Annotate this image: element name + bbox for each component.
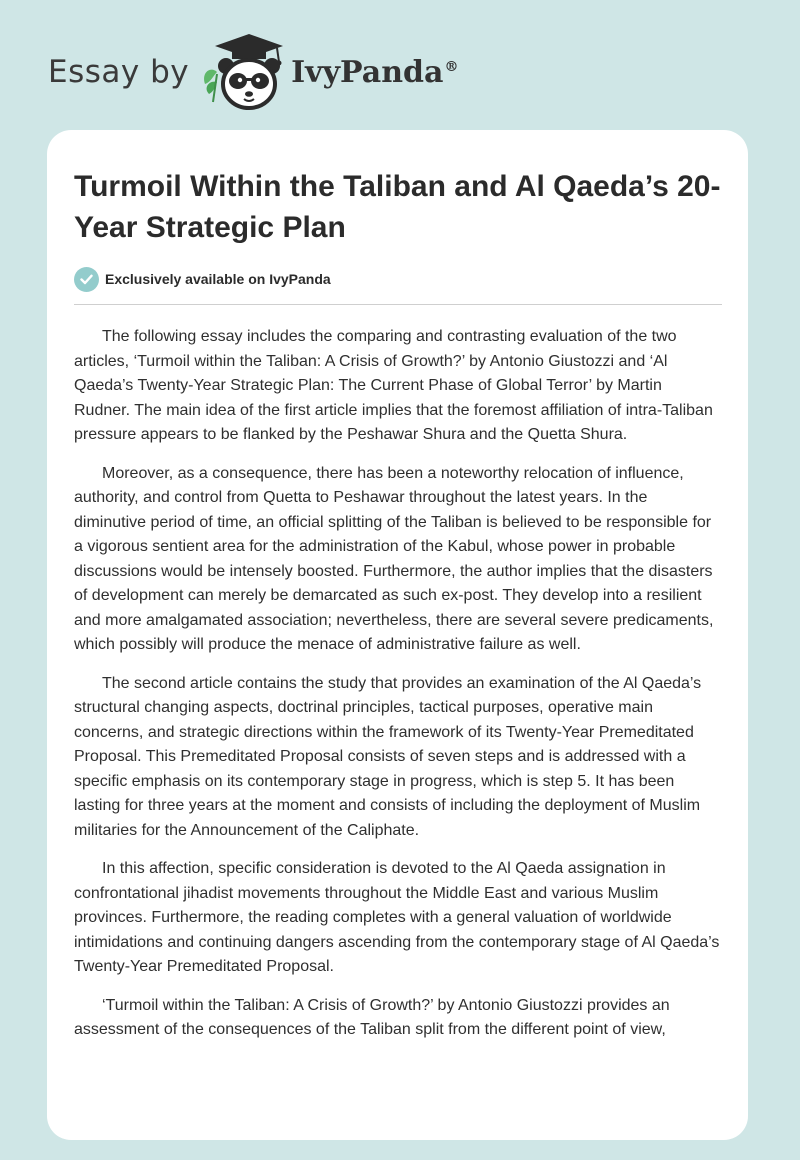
- essay-by-label: Essay by: [48, 54, 190, 90]
- essay-content: [74, 166, 722, 1057]
- paragraph: In this affection, specific consideration is devoted to the Al Qaeda assignation in confrontational jihadist movements throughout the Middle East and various Muslim provinces. Furthermore, the reading completes with a general valuation of worldwide intimidations and continuing dangers ascending from the contemporary stage of Al Qaeda’s Twenty-Year Premeditated Proposal.: [74, 860, 720, 975]
- brand-name[interactable]: [291, 55, 458, 90]
- exclusive-badge-label: Exclusively available on IvyPanda: [105, 271, 331, 287]
- essay-title: Turmoil Within the Taliban and Al Qaeda’s 20-Year Strategic Plan: [74, 170, 721, 244]
- paragraph: Moreover, as a consequence, there has been a noteworthy relocation of influence, authority, and control from Quetta to Peshawar throughout the latest years. In the diminutive period of time, an official splitting of the Taliban is believed to be responsible for a vigorous sentient area for the administration of the Kabul, whose power in probable discussions would be intensely boosted. Furthermore, the author implies that the disasters of development can merely be demarcated as such ex-post. They develop into a resilient and more amalgamated association; nevertheless, there are several severe predicaments, which possibly will produce the menace of administrative failure as well.: [74, 464, 714, 653]
- essay-card: [47, 130, 748, 1140]
- site-header: [48, 32, 458, 112]
- divider: [74, 304, 722, 305]
- panda-graduate-logo-icon[interactable]: [199, 32, 287, 112]
- registered-mark: ®: [444, 58, 459, 75]
- paragraph: The following essay includes the comparing and contrasting evaluation of the two articles, ‘Turmoil within the Taliban: A Crisis of Growth?’ by Antonio Giustozzi and ‘Al Qaeda’s Twenty-Year Strategic Plan: The Current Phase of Global Terror’ by Martin Rudner. The main idea of the first article implies that the foremost affiliation of intra-Taliban pressure appears to be flanked by the Peshawar Shura and the Quetta Shura.: [74, 328, 713, 443]
- paragraph: ‘Turmoil within the Taliban: A Crisis of Growth?’ by Antonio Giustozzi provides an assessment of the consequences of the Taliban split from the different point of view,: [74, 996, 670, 1038]
- essay-body: [74, 325, 722, 1043]
- check-circle-icon: [74, 267, 99, 292]
- exclusive-badge: [74, 266, 722, 292]
- paragraph: The second article contains the study that provides an examination of the Al Qaeda’s structural changing aspects, doctrinal principles, tactical purposes, operative main concerns, and strategic directions within the framework of its Twenty-Year Premeditated Proposal. This Premeditated Proposal consists of seven steps and is addressed with a specific emphasis on its contemporary stage in progress, which is step 5. It has been lasting for three years at the moment and consists of including the deployment of Muslim militaries for the Announcement of the Caliphate.: [74, 674, 702, 839]
- brand-name-text: IvyPanda: [291, 54, 444, 90]
